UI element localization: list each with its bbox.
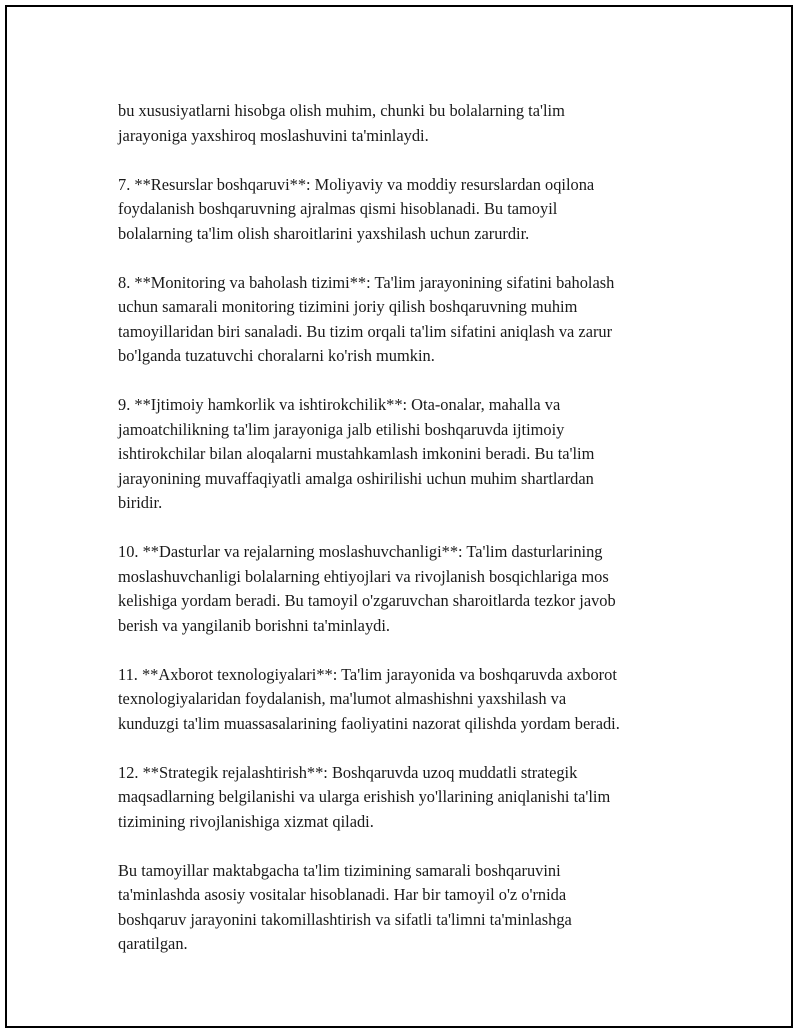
line: Bu tamoyillar maktabgacha ta'lim tizimining samarali boshqaruvini: [118, 860, 561, 880]
line: berish va yangilanib borishni ta'minlaydi.: [118, 615, 390, 635]
paragraph-item-7: [118, 173, 698, 247]
line: 7. **Resurslar boshqaruvi**: Moliyaviy va moddiy resurslardan oqilona: [118, 174, 595, 194]
line: bo'lganda tuzatuvchi choralarni ko'rish mumkin.: [118, 346, 435, 365]
line: boshqaruv jarayonini takomillashtirish va sifatli ta'limni ta'minlashga: [118, 909, 572, 929]
line: 10. **Dasturlar va rejalarning moslashuvchanligi**: Ta'lim dasturlarining: [118, 542, 603, 561]
line: qaratilgan.: [118, 934, 188, 953]
line: kelishiga yordam beradi. Bu tamoyil o'zgaruvchan sharoitlarda tezkor javob: [118, 591, 616, 610]
line: foydalanish boshqaruvning ajralmas qismi hisoblanadi. Bu tamoyil: [118, 199, 558, 218]
paragraph-conclusion: [118, 859, 698, 957]
paragraph-item-11: [118, 663, 698, 737]
line: uchun samarali monitoring tizimini joriy qilish boshqaruvning muhim: [118, 297, 578, 316]
line: bu xususiyatlarni hisobga olish muhim, chunki bu bolalarning ta'lim: [118, 101, 565, 120]
line: 12. **Strategik rejalashtirish**: Boshqaruvda uzoq muddatli strategik: [118, 762, 578, 782]
line: texnologiyalaridan foydalanish, ma'lumot almashishni yaxshilash va: [118, 689, 567, 708]
line: ishtirokchilar bilan aloqalarni mustahkamlash imkonini beradi. Bu ta'lim: [118, 444, 595, 463]
line: ta'minlashda asosiy vositalar hisoblanadi. Har bir tamoyil o'z o'rnida: [118, 885, 567, 904]
line: jarayoniga yaxshiroq moslashuvini ta'minlaydi.: [118, 125, 429, 145]
line: 8. **Monitoring va baholash tizimi**: Ta'lim jarayonining sifatini baholash: [118, 272, 615, 292]
line: bolalarning ta'lim olish sharoitlarini yaxshilash uchun zarurdir.: [118, 223, 530, 243]
line: moslashuvchanligi bolalarning ehtiyojlari va rivojlanish bosqichlariga mos: [118, 566, 609, 586]
paragraph-item-8: [118, 271, 698, 369]
line: tizimining rivojlanishiga xizmat qiladi.: [118, 811, 374, 831]
line: tamoyillaridan biri sanaladi. Bu tizim orqali ta'lim sifatini aniqlash va zarur: [118, 321, 613, 341]
line: 9. **Ijtimoiy hamkorlik va ishtirokchilik**: Ota-onalar, mahalla va: [118, 395, 561, 414]
line: 11. **Axborot texnologiyalari**: Ta'lim jarayonida va boshqaruvda axborot: [118, 664, 617, 684]
paragraph-item-10: [118, 540, 698, 638]
document-body: [118, 99, 698, 981]
paragraph-intro-continuation: [118, 99, 698, 148]
line: maqsadlarning belgilanishi va ularga erishish yo'llarining aniqlanishi ta'lim: [118, 787, 611, 806]
line: biridir.: [118, 493, 163, 512]
line: jamoatchilikning ta'lim jarayoniga jalb etilishi boshqaruvda ijtimoiy: [118, 419, 565, 439]
paragraph-item-9: [118, 393, 698, 516]
line: jarayonining muvaffaqiyatli amalga oshirilishi uchun muhim shartlardan: [118, 468, 594, 488]
line: kunduzgi ta'lim muassasalarining faoliyatini nazorat qilishda yordam beradi.: [118, 713, 620, 733]
paragraph-item-12: [118, 761, 698, 835]
document-page: [5, 5, 793, 1028]
